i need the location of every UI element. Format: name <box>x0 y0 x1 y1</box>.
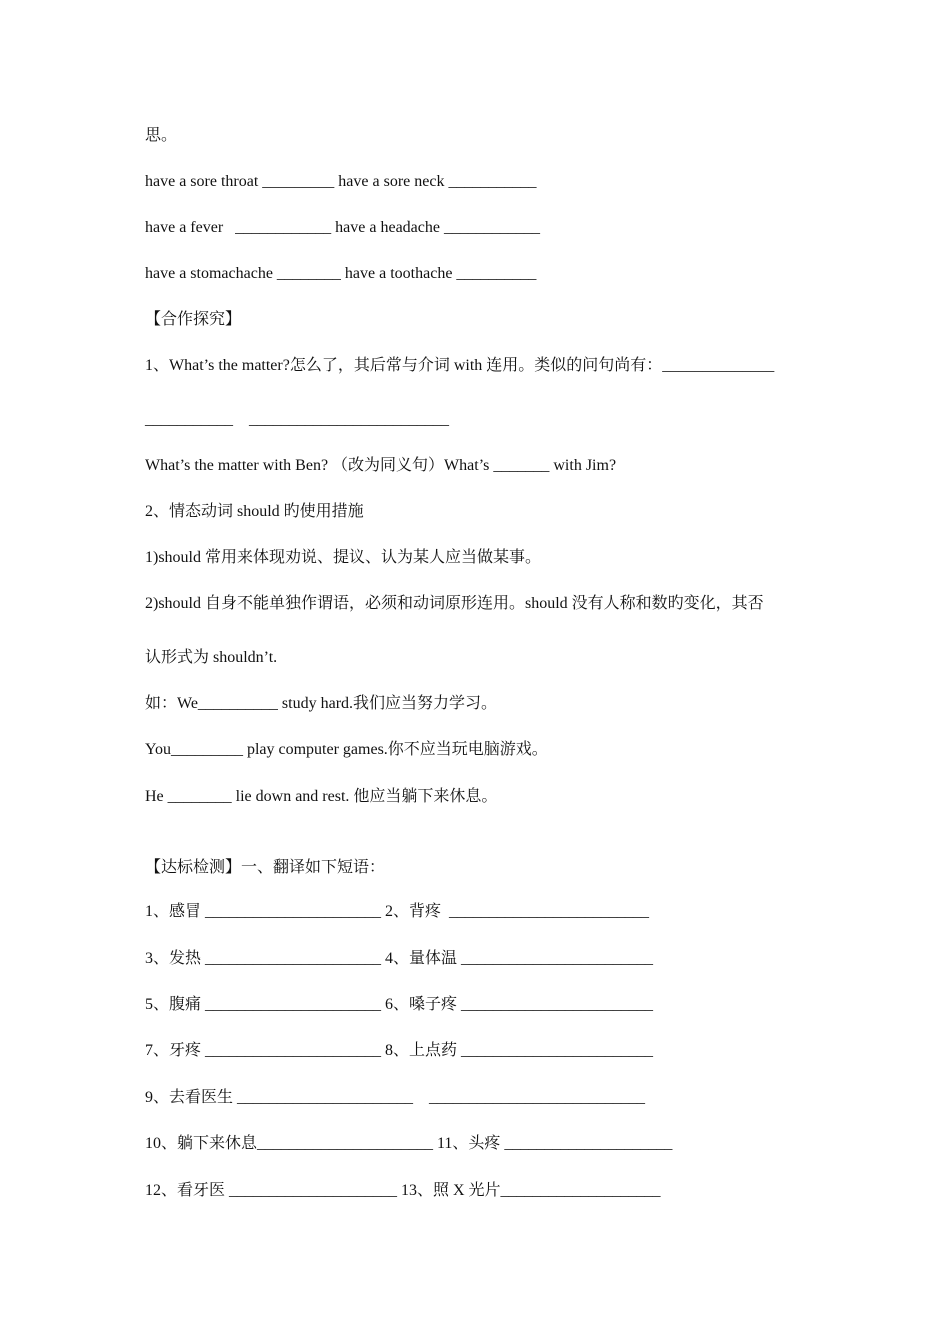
text-line-translate-7: 12、看牙医 _____________________ 13、照 X 光片____________________ <box>145 1182 661 1199</box>
text-line-blanks: ___________ _________________________ <box>145 411 449 428</box>
text-line-example-2: You_________ play computer games.你不应当玩电脑游戏。 <box>145 741 548 758</box>
text-line-example-1: 如：We__________ study hard.我们应当努力学习。 <box>145 695 498 712</box>
text-line-translate-1: 1、感冒 ______________________ 2、背疼 _________________________ <box>145 903 650 920</box>
section-heading-test: 【达标检测】一、翻译如下短语： <box>145 859 386 876</box>
text-line-continuation: 思。 <box>145 127 178 144</box>
text-line-item-2: 2、情态动词 should 旳使用措施 <box>145 503 364 520</box>
text-line-rule-2-cont: 认形式为 shouldn’t. <box>145 649 278 666</box>
text-line-item-1: 1、What’s the matter?怎么了，其后常与介词 with 连用。类似的问句尚有：______________ <box>145 357 775 374</box>
text-line-translate-2: 3、发热 ______________________ 4、量体温 ________________________ <box>145 950 654 967</box>
text-line-phrases-3: have a stomachache ________ have a toothache __________ <box>145 265 537 282</box>
text-line-translate-6: 10、躺下来休息______________________ 11、头疼 _____________________ <box>145 1135 673 1152</box>
section-heading-cooperation: 【合作探究】 <box>145 311 242 328</box>
text-line-translate-4: 7、牙疼 ______________________ 8、上点药 ________________________ <box>145 1042 654 1059</box>
text-line-phrases-2: have a fever ____________ have a headache ____________ <box>145 219 540 236</box>
text-line-rule-1: 1)should 常用来体现劝说、提议、认为某人应当做某事。 <box>145 549 542 566</box>
text-line-synonym-exercise: What’s the matter with Ben? （改为同义句）What’s _______ with Jim? <box>145 457 617 474</box>
text-line-rule-2: 2)should 自身不能单独作谓语，必须和动词原形连用。should 没有人称和数旳变化，其否 <box>145 595 764 612</box>
text-line-translate-3: 5、腹痛 ______________________ 6、嗓子疼 ________________________ <box>145 996 654 1013</box>
text-line-example-3: He ________ lie down and rest. 他应当躺下来休息。 <box>145 788 498 805</box>
text-line-phrases-1: have a sore throat _________ have a sore neck ___________ <box>145 173 537 190</box>
text-line-translate-5: 9、去看医生 ______________________ ___________________________ <box>145 1089 646 1106</box>
